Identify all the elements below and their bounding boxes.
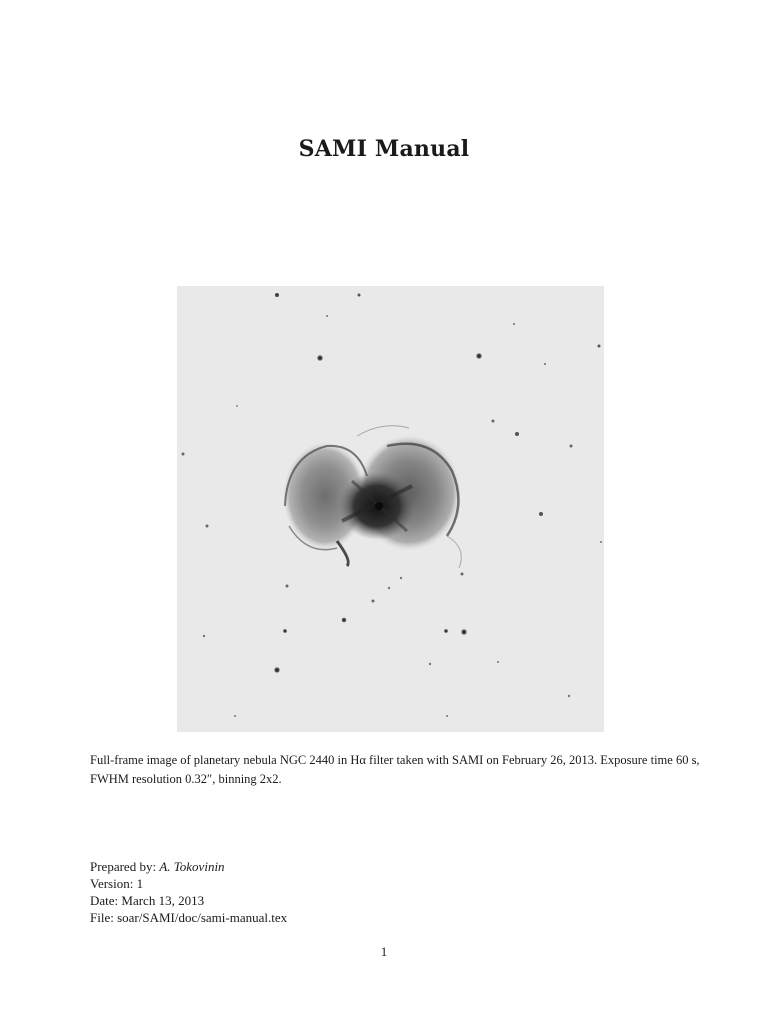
nebula-image bbox=[177, 286, 604, 732]
nebula-icon bbox=[283, 426, 461, 568]
figure-caption: Full-frame image of planetary nebula NGC 2440 in Hα filter taken with SAMI on February 26, 2013. Exposure time 60 s, FWHM resolution 0.32″, binning 2x2. bbox=[90, 753, 700, 786]
date-line: Date: March 13, 2013 bbox=[90, 893, 205, 908]
page-title: SAMI Manual bbox=[298, 136, 470, 162]
prepared-by-label: Prepared by: bbox=[90, 859, 157, 874]
file-line: File: soar/SAMI/doc/sami-manual.tex bbox=[90, 910, 288, 925]
author-name: A. Tokovinin bbox=[159, 859, 225, 874]
prepared-by-line bbox=[90, 858, 287, 875]
version-line: Version: 1 bbox=[90, 876, 144, 891]
document-meta bbox=[90, 858, 287, 926]
page-number: 1 bbox=[380, 944, 388, 959]
